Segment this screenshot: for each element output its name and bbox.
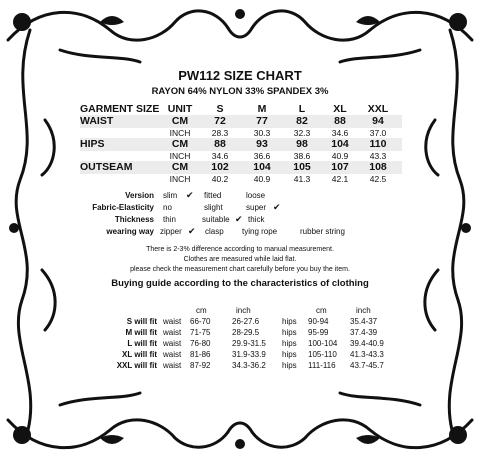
guide-cell: 100-104: [308, 339, 338, 348]
guide-header-cm: cm: [196, 306, 207, 315]
value-cell: 88: [334, 115, 346, 127]
unit-cell: INCH: [169, 128, 191, 138]
unit-cell: INCH: [169, 151, 191, 161]
value-cell: 110: [369, 138, 387, 150]
guide-cell: 66-70: [190, 317, 211, 326]
attr-option: clasp: [205, 227, 224, 236]
unit-cell: CM: [171, 138, 189, 150]
guide-row-size: M will fit: [125, 328, 157, 337]
guide-cell: 105-110: [308, 350, 337, 359]
guide-cell: waist: [163, 361, 182, 370]
guide-cell: waist: [163, 350, 182, 359]
value-cell: 105: [293, 161, 311, 173]
value-cell: 93: [256, 138, 268, 150]
header-s: S: [216, 103, 224, 115]
guide-cell: 41.3-43.3: [350, 350, 384, 359]
guide-cell: 39.4-40.9: [350, 339, 384, 348]
row-label-hips: HIPS: [80, 138, 105, 150]
value-cell: 88: [214, 138, 226, 150]
value-cell: 107: [331, 161, 349, 173]
attr-option: loose: [246, 191, 266, 200]
guide-cell: 35.4-37: [350, 317, 378, 326]
value-cell: 34.6: [211, 151, 229, 161]
value-cell: 42.5: [369, 174, 387, 184]
guide-cell: hips: [282, 361, 297, 370]
guide-cell: hips: [282, 339, 297, 348]
attr-option: no: [163, 203, 172, 212]
row-label-outseam: OUTSEAM: [80, 161, 133, 173]
value-cell: 36.6: [253, 151, 271, 161]
header-unit: UNIT: [167, 103, 193, 115]
attr-option: rubber string: [300, 227, 345, 236]
attr-option: slight: [204, 203, 223, 212]
value-cell: 72: [214, 115, 226, 127]
row-label-waist: WAIST: [80, 115, 114, 127]
value-cell: 77: [256, 115, 268, 127]
attr-label-version: Version: [125, 191, 154, 200]
guide-header-cm: cm: [316, 306, 327, 315]
value-cell: 108: [369, 161, 387, 173]
unit-cell: INCH: [169, 174, 191, 184]
header-l: L: [298, 103, 306, 115]
value-cell: 82: [296, 115, 308, 127]
guide-cell: 87-92: [190, 361, 211, 370]
attr-option: super: [246, 203, 267, 212]
guide-cell: 76-80: [190, 339, 211, 348]
value-cell: 94: [372, 115, 384, 127]
attr-option: thick: [248, 215, 265, 224]
guide-row-size: S will fit: [126, 317, 157, 326]
value-cell: 40.9: [253, 174, 271, 184]
guide-cell: 28-29.5: [232, 328, 260, 337]
attr-option: suitable: [202, 215, 230, 224]
value-cell: 40.9: [331, 151, 349, 161]
header-xl: XL: [333, 103, 347, 115]
unit-cell: CM: [171, 115, 189, 127]
value-cell: 102: [211, 161, 229, 173]
guide-cell: hips: [282, 328, 297, 337]
value-cell: 34.6: [331, 128, 349, 138]
note-line: please check the measurement chart carefully before you buy the item.: [130, 266, 350, 273]
check-icon: ✔: [188, 226, 196, 236]
buying-guide-title: Buying guide according to the characteristics of clothing: [111, 278, 369, 289]
value-cell: 104: [331, 138, 349, 150]
value-cell: 40.2: [211, 174, 229, 184]
check-icon: ✔: [273, 202, 281, 212]
guide-cell: waist: [163, 317, 182, 326]
check-icon: ✔: [235, 214, 243, 224]
guide-cell: 29.9-31.5: [232, 339, 266, 348]
value-cell: 98: [296, 138, 308, 150]
guide-cell: waist: [163, 328, 182, 337]
attr-label-thickness: Thickness: [114, 215, 154, 224]
value-cell: 37.0: [369, 128, 387, 138]
attr-option: thin: [163, 215, 176, 224]
unit-cell: CM: [171, 161, 189, 173]
attr-label-wearing-way: wearing way: [106, 227, 154, 236]
value-cell: 30.3: [253, 128, 271, 138]
attr-option: tying rope: [242, 227, 278, 236]
guide-cell: 43.7-45.7: [350, 361, 384, 370]
guide-header-inch: inch: [236, 306, 251, 315]
note-line: Clothes are measured while laid flat.: [183, 256, 297, 263]
fabric-composition: RAYON 64% NYLON 33% SPANDEX 3%: [151, 86, 329, 97]
attr-option: zipper: [160, 227, 182, 236]
header-m: M: [257, 103, 267, 115]
value-cell: 41.3: [293, 174, 311, 184]
guide-row-size: XL will fit: [122, 350, 157, 359]
check-icon: ✔: [186, 190, 194, 200]
attr-label-fabric-elasticity: Fabric-Elasticity: [92, 203, 154, 212]
guide-cell: waist: [163, 339, 182, 348]
guide-cell: 81-86: [190, 350, 211, 359]
guide-cell: 111-116: [308, 361, 336, 370]
guide-cell: 37.4-39: [350, 328, 378, 337]
chart-title: PW112 SIZE CHART: [178, 68, 302, 83]
guide-row-size: L will fit: [127, 339, 157, 348]
value-cell: 104: [253, 161, 271, 173]
guide-cell: 90-94: [308, 317, 329, 326]
header-xxl: XXL: [367, 103, 389, 115]
guide-cell: 71-75: [190, 328, 211, 337]
guide-cell: hips: [282, 350, 297, 359]
attr-option: fitted: [204, 191, 222, 200]
guide-cell: hips: [282, 317, 297, 326]
note-line: There is 2-3% difference according to manual measurement.: [146, 246, 334, 253]
value-cell: 32.3: [293, 128, 311, 138]
guide-cell: 95-99: [308, 328, 329, 337]
guide-row-size: XXL will fit: [116, 361, 157, 370]
guide-cell: 31.9-33.9: [232, 350, 266, 359]
attr-option: slim: [163, 191, 178, 200]
header-garment-size: GARMENT SIZE: [80, 103, 160, 115]
guide-header-inch: inch: [356, 306, 371, 315]
value-cell: 28.3: [211, 128, 229, 138]
guide-cell: 26-27.6: [232, 317, 260, 326]
value-cell: 38.6: [293, 151, 311, 161]
value-cell: 42.1: [331, 174, 349, 184]
value-cell: 43.3: [369, 151, 387, 161]
guide-cell: 34.3-36.2: [232, 361, 266, 370]
